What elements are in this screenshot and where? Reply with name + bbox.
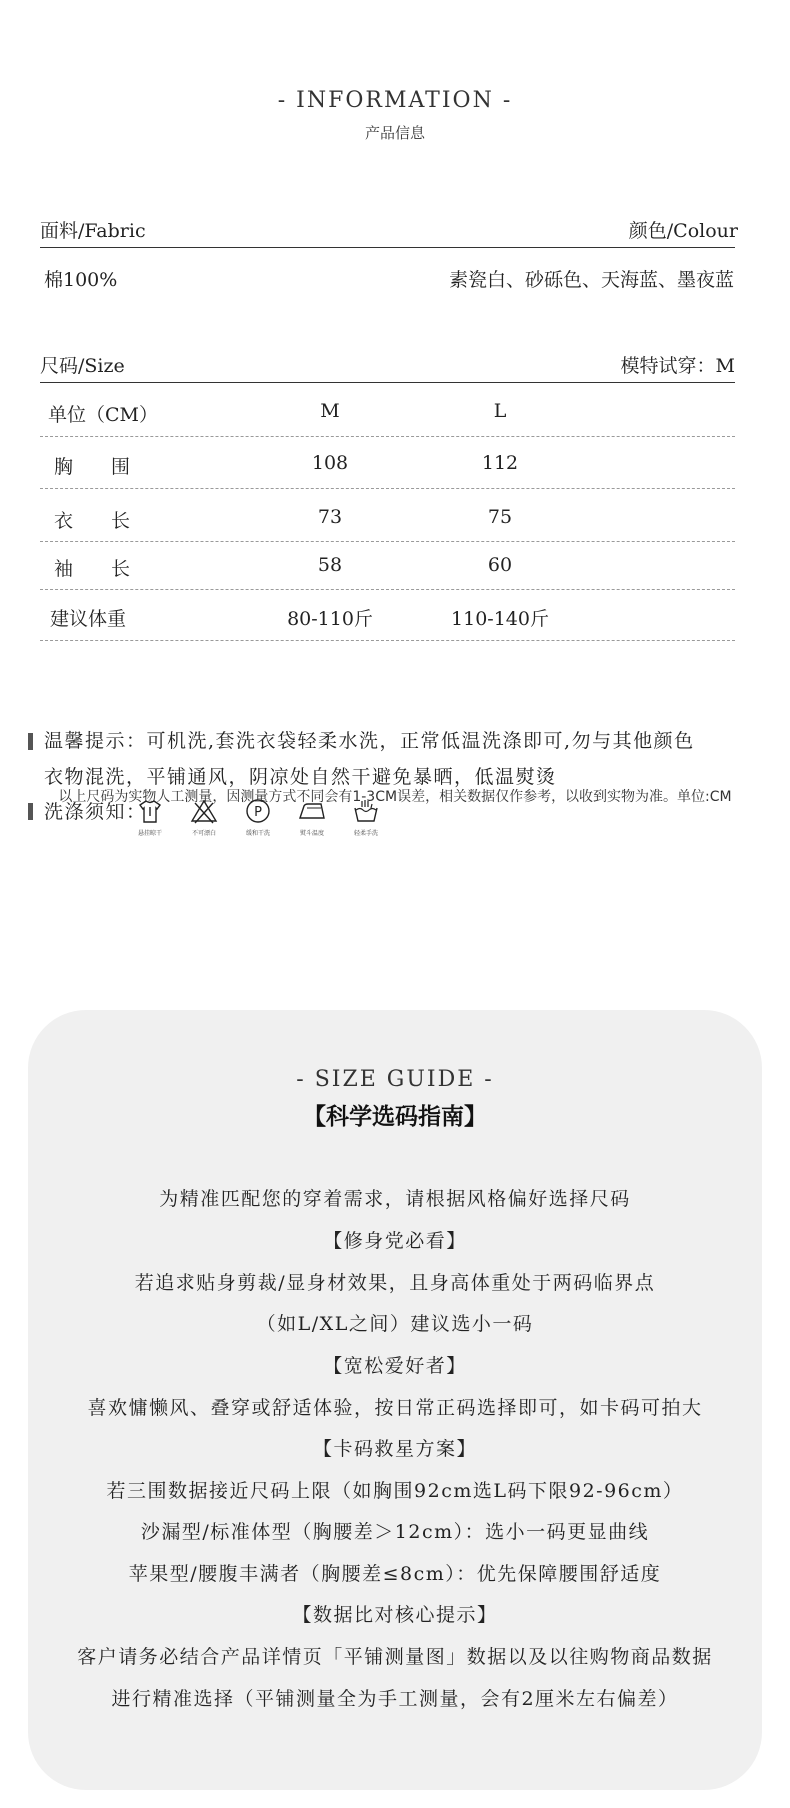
table-row-divider [40,589,735,590]
guide-line: 沙漏型/标准体型（胸腰差＞12cm）：选小一码更显曲线 [140,1521,650,1543]
care-label-iron: 熨斗温度 [299,830,324,837]
table-row-divider [40,488,735,489]
measurement-note: 以上尺码为实物人工测量，因测量方式不同会有1-3CM误差，相关数据仅作参考，以收到实物为准。单位:CM [58,789,732,805]
row-chest-m: 108 [311,452,349,474]
dry-clean-p-icon [243,796,273,826]
row-length-m: 73 [317,506,343,528]
row-sleeve-m: 58 [317,554,343,576]
guide-line: 【数据比对核心提示】 [292,1604,498,1626]
care-item-hand-wash [346,796,386,837]
care-label-no-bleach: 不可漂白 [191,830,216,837]
no-bleach-icon [189,796,219,826]
guide-line: 【宽松爱好者】 [323,1355,467,1377]
care-item-iron [292,796,332,837]
warm-tip-line1: 温馨提示：可机洗,套洗衣袋轻柔水洗，正常低温洗涤即可,勿与其他颜色 [44,730,695,752]
hand-wash-icon [351,796,381,826]
row-length-label: 衣 长 [54,510,131,532]
care-item-dry-clean [238,796,278,837]
guide-line: 苹果型/腰腹丰满者（胸腰差≤8cm）：优先保障腰围舒适度 [128,1563,662,1585]
care-item-no-bleach [184,796,224,837]
row-weight-label: 建议体重 [50,608,127,630]
fabric-divider [40,247,735,248]
table-header-m: M [320,400,340,422]
guide-line: 为精准匹配您的穿着需求，请根据风格偏好选择尺码 [159,1188,631,1210]
care-label-dry-clean: 缓和干洗 [245,830,270,837]
guide-line: （如L/XL之间）建议选小一码 [256,1313,534,1335]
size-label: 尺码/Size [40,355,125,377]
row-chest-label: 胸 围 [54,456,131,478]
table-row-divider [40,541,735,542]
fabric-label: 面料/Fabric [40,220,146,242]
row-sleeve-l: 60 [487,554,513,576]
table-row-divider [40,436,735,437]
guide-line: 进行精准选择（平铺测量全为手工测量，会有2厘米左右偏差） [111,1688,679,1710]
guide-line: 【修身党必看】 [323,1230,467,1252]
guide-line: 若三围数据接近尺码上限（如胸围92cm选L码下限92-96cm） [106,1480,684,1502]
care-icons [130,796,386,837]
row-sleeve-label: 袖 长 [54,558,131,580]
information-title: - INFORMATION - [277,88,513,113]
colour-value: 素瓷白、砂砾色、天海蓝、墨夜蓝 [448,269,734,291]
svg-text:P: P [254,805,262,820]
row-weight-l: 110-140斤 [451,608,549,630]
guide-line: 【卡码救星方案】 [312,1438,477,1460]
guide-line: 喜欢慵懒风、叠穿或舒适体验，按日常正码选择即可，如卡码可拍大 [87,1397,703,1419]
hang-dry-icon [135,796,165,826]
care-label-hang-dry: 悬挂晾干 [137,830,162,837]
wash-label: 洗涤须知： [44,801,147,823]
size-guide-subtitle: 【科学选码指南】 [303,1103,487,1130]
size-guide-title: - SIZE GUIDE - [296,1067,494,1092]
guide-line: 若追求贴身剪裁/显身材效果，且身高体重处于两码临界点 [134,1272,656,1294]
colour-label: 颜色/Colour [628,220,738,242]
table-header-l: L [493,400,507,422]
wash-bar-marker [28,803,33,820]
model-size-label: 模特试穿：M [620,355,735,377]
care-label-hand-wash: 轻柔手洗 [353,830,378,837]
table-header-unit: 单位（CM） [48,404,158,426]
row-chest-l: 112 [481,452,519,474]
information-subtitle: 产品信息 [364,124,425,142]
warm-tip-line2: 衣物混洗，平铺通风，阴凉处自然干避免暴晒，低温熨烫 [44,766,557,788]
table-row-divider [40,640,735,641]
size-divider [40,382,735,383]
fabric-value: 棉100% [44,269,118,291]
iron-icon [297,796,327,826]
guide-line: 客户请务必结合产品详情页「平铺测量图」数据以及以往购物商品数据 [77,1646,713,1668]
row-weight-m: 80-110斤 [287,608,373,630]
care-item-hang-dry [130,796,170,837]
row-length-l: 75 [487,506,513,528]
tip-bar-marker [28,733,33,750]
